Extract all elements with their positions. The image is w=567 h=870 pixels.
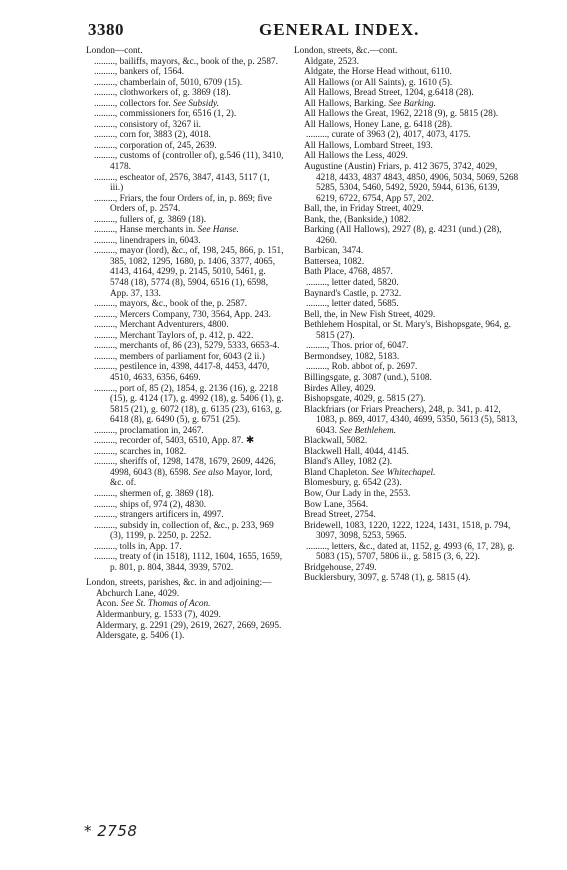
index-entry [294, 215, 520, 226]
index-entry [306, 341, 520, 352]
index-entry-text: ........., mayors, &c., book of the, p. 2587. [94, 299, 248, 310]
index-entry [86, 331, 284, 342]
index-entry [294, 436, 520, 447]
index-entry-text: Abchurch Lane, 4029. [96, 588, 180, 599]
index-entry [86, 57, 284, 68]
index-entry [86, 67, 284, 78]
index-entry-text: ........., tolls in, App. 17. [94, 541, 182, 552]
index-entry [306, 130, 520, 141]
index-entry-text: London—cont. [86, 46, 143, 56]
index-entry-text: ........., clothworkers of, g. 3869 (18). [94, 88, 231, 99]
index-entry [86, 246, 284, 299]
index-entry-text: ........., linendrapers in, 6043. [94, 235, 201, 246]
index-entry [86, 141, 284, 152]
index-entry-text: ........., pestilence in, 4398, 4417-8, 4453, 4470, 4510, 4633, 6356, 6469. [94, 362, 270, 383]
index-entry [294, 457, 520, 468]
index-entry-text: Blackfriars (or Friars Preachers), 248, p. 341, p. 412, 1083, p. 869, 4017, 4340, 4699, 5350, 5613 (5), 5813, 6043. [304, 404, 518, 436]
index-entry-text: Battersea, 1082. [304, 256, 365, 267]
index-entry-text: ........., bankers of, 1564. [94, 67, 185, 78]
index-entry [294, 246, 520, 257]
index-entry [294, 225, 520, 246]
index-entry [294, 57, 520, 68]
index-entry [294, 78, 520, 89]
index-entry-text: ........., merchants of, 86 (23), 5279, 5333, 6653-4. [94, 341, 280, 352]
index-entry-text: ........., letters, &c., dated at, 1152, g. 4993 (6, 17, 28), g. 5083 (15), 5707, 5806 ii., g. 5815 (3, 6, 22). [306, 541, 515, 563]
index-entry [86, 99, 284, 110]
page-header [88, 20, 527, 42]
cross-reference: See Hanse. [197, 225, 239, 236]
index-entry [294, 320, 520, 341]
index-entry-text: Bland's Alley, 1082 (2). [304, 457, 393, 468]
index-entry-text: Bread Street, 2754. [304, 510, 376, 521]
index-entry-text: Baynard's Castle, p. 2732. [304, 288, 402, 299]
index-entry-text: ........., corn for, 3883 (2), 4018. [94, 130, 211, 141]
index-entry-text: ........., commissioners for, 6516 (1, 2). [94, 109, 237, 120]
index-entry-text: Augustine (Austin) Friars, p. 412 3675, 3742, 4029, 4218, 4433, 4837 4843, 4850, 4906, 5034, 5069, 5268 5285, 5304, 5460, 5492, 5920, 5944, 6136, 6139, 6219, 6722, 6754, App 57, 202. [304, 162, 519, 204]
index-entry-text: ........., members of parliament for, 6043 (2 ii.) [94, 351, 265, 362]
index-entry-text: ........., curate of 3963 (2), 4017, 4073, 4175. [306, 130, 471, 141]
index-entry [86, 310, 284, 321]
index-entry-text: ........., letter dated, 5820. [306, 278, 399, 289]
index-entry [294, 521, 520, 542]
index-entry [294, 204, 520, 215]
index-entry-text: ........., mayor (lord), &c., of, 198, 245, 866, p. 151, 385, 1082, 1295, 1680, p. 1406, 3377, 4065, 4143, 4164, 4299, p. 2145, 5010, 5461, g. 5748 (18), 5774 (8), 5904, 6516 (1), 6598, App. 37, 133. [94, 246, 284, 299]
index-entry-text: ........., bailiffs, mayors, &c., book of the, p. 2587. [94, 56, 278, 67]
index-entry-text: ........., strangers artificers in, 4997. [94, 510, 224, 521]
cross-reference-target: Mayor, lord, &c. of. [110, 467, 273, 489]
index-entry-text: Bridgehouse, 2749. [304, 562, 377, 573]
index-entry [86, 426, 284, 437]
index-entry-text: Bow Lane, 3564. [304, 499, 369, 510]
index-entry [294, 394, 520, 405]
index-entry [294, 489, 520, 500]
page-title: GENERAL INDEX. [259, 20, 420, 39]
index-entry [294, 405, 520, 437]
index-entry [306, 278, 520, 289]
index-entry [294, 573, 520, 584]
index-entry-text: Bishopsgate, 4029, g. 5815 (27). [304, 394, 426, 405]
index-entry-text: ........., Merchant Adventurers, 4800. [94, 320, 229, 331]
index-entry [294, 67, 520, 78]
index-entry [86, 194, 284, 215]
index-entry [294, 500, 520, 511]
index-entry [86, 521, 284, 542]
index-entry [306, 299, 520, 310]
index-entry-text: Barbican, 3474. [304, 246, 364, 257]
index-entry [86, 46, 284, 57]
index-entry-text: Bow, Our Lady in the, 2553. [304, 488, 411, 499]
index-entry [294, 468, 520, 479]
index-entry [86, 457, 284, 489]
index-entry [306, 362, 520, 373]
index-entry [86, 384, 284, 426]
index-entry-text: Bath Place, 4768, 4857. [304, 267, 393, 278]
index-entry [294, 99, 520, 110]
index-entry [294, 109, 520, 120]
index-entry-text: All Hallows (or All Saints), g. 1610 (5). [304, 77, 453, 88]
index-entry [86, 341, 284, 352]
index-entry [86, 299, 284, 310]
index-entry-text: Blackwell Hall, 4044, 4145. [304, 446, 409, 457]
index-entry [86, 120, 284, 131]
index-entry-text: Aldersgate, g. 5406 (1). [96, 631, 185, 642]
index-entry [294, 46, 520, 57]
cross-reference: See St. Thomas of Acon. [120, 599, 211, 610]
index-entry [86, 130, 284, 141]
index-entry-text: All Hallows, Lombard Street, 193. [304, 140, 433, 151]
index-entry-text: ........., sheriffs of, 1298, 1478, 1679, 2609, 4426, 4998, 6043 (8), 6598. [94, 457, 276, 478]
index-entry-text: Blomesbury, g. 6542 (23). [304, 478, 402, 489]
index-entry-text: ........., chamberlain of, 5010, 6709 (15). [94, 77, 243, 88]
page-number: 3380 [88, 20, 124, 39]
index-entry [294, 151, 520, 162]
index-entry-text: All Hallows, Bread Street, 1204, g.6418 (28). [304, 88, 474, 99]
cross-reference: See Whitechapel. [371, 467, 436, 478]
index-entry [294, 289, 520, 300]
index-entry [86, 225, 284, 236]
index-entry [306, 542, 520, 563]
index-entry [294, 162, 520, 204]
index-entry-text: Barking (All Hallows), 2927 (8), g. 4231 (und.) (28), 4260. [304, 225, 502, 246]
index-entry-text: ........., consistory of, 3267 ii. [94, 119, 201, 130]
index-entry-text: ........., ships of, 974 (2), 4830. [94, 499, 207, 510]
index-entry-text: Ball, the, in Friday Street, 4029. [304, 204, 424, 215]
index-entry-text: ........., letter dated, 5685. [306, 299, 399, 310]
index-entry-text: ........., fullers of, g. 3869 (18). [94, 214, 207, 225]
index-entry-text: ........., escheator of, 2576, 3847, 4143, 5117 (1, iii.) [94, 172, 270, 194]
index-entry [86, 78, 284, 89]
index-entry-text: Aldermanbury, g. 1533 (7), 4029. [96, 609, 221, 620]
index-entry-text: Bland Chapleton. [304, 467, 370, 478]
index-entry [294, 88, 520, 99]
index-entry [294, 267, 520, 278]
index-entry-text: Bank, the, (Bankside,) 1082. [304, 214, 411, 225]
index-entry [86, 552, 284, 573]
index-entry-text: Bucklersbury, 3097, g. 5748 (1), g. 5815 (4). [304, 573, 471, 584]
index-entry-text: ........., Rob. abbot of, p. 2697. [306, 362, 418, 373]
index-entry-text: ........., Mercers Company, 730, 3564, App. 243. [94, 309, 271, 320]
index-entry-text: ........., customs of (controller of), g.546 (11), 3410, 4178. [94, 151, 284, 173]
right-index-column [294, 46, 520, 584]
index-entry [294, 384, 520, 395]
index-entry [294, 352, 520, 363]
margin-mark: ✱ [245, 435, 255, 447]
index-entry-text: ........., collectors for. [94, 98, 171, 109]
index-entry-text: ........., subsidy in, collection of, &c., p. 233, 969 (3), 1199, p. 2250, p. 2252. [94, 520, 274, 542]
index-entry [86, 542, 284, 553]
index-entry-text: ........., corporation of, 245, 2639. [94, 140, 217, 151]
index-entry-text: All Hallows, Barking. [304, 98, 387, 109]
handwritten-note: * 2758 [84, 822, 138, 840]
index-entry [294, 120, 520, 131]
index-entry [86, 436, 284, 447]
index-entry-text: ........., recorder of, 5403, 6510, App. 87. [94, 436, 244, 447]
index-entry-text: ........., Merchant Taylors of, p. 412, p. 422. [94, 330, 254, 341]
index-entry-text: Acon. [96, 599, 119, 610]
cross-reference: See Barking. [388, 98, 436, 109]
index-entry [294, 510, 520, 521]
left-index-column [86, 46, 284, 642]
index-entry [86, 489, 284, 500]
index-entry [86, 578, 284, 589]
cross-reference: See Subsidy. [173, 98, 219, 109]
index-entry [86, 599, 284, 610]
index-entry [86, 610, 284, 621]
index-entry-text: ........., port of, 85 (2), 1854, g. 2136 (16), g. 2218 (15), g. 4124 (17), g. 4992 (18), g. 5406 (1), g. 5815 (21), g. 6072 (18), g. 6135 (23), 6163, g. 6418 (8), g. 6490 (5), g. 6751 (25). [94, 383, 284, 426]
index-entry-text: Blackwall, 5082. [304, 436, 368, 447]
index-entry-text: Bell, the, in New Fish Street, 4029. [304, 309, 436, 320]
index-entry-text: London, streets, parishes, &c. in and adjoining:— [86, 578, 272, 589]
index-entry [294, 373, 520, 384]
index-entry-text: Billingsgate, g. 3087 (und.), 5108. [304, 372, 432, 383]
index-entry [86, 447, 284, 458]
index-entry [86, 215, 284, 226]
index-entry [86, 362, 284, 383]
index-entry-text: Aldermary, g. 2291 (29), 2619, 2627, 2669, 2695. [96, 620, 282, 631]
index-entry-text: Birdes Alley, 4029. [304, 383, 376, 394]
index-entry-text: Bridewell, 1083, 1220, 1222, 1224, 1431, 1518, p. 794, 3097, 3098, 5253, 5965. [304, 520, 511, 542]
index-entry-text: ........., Thos. prior of, 6047. [306, 341, 409, 352]
index-entry [86, 500, 284, 511]
index-entry-text: All Hallows the Less, 4029. [304, 151, 408, 162]
index-entry [86, 631, 284, 642]
index-entry-text: ........., Hanse merchants in. [94, 225, 196, 236]
index-entry [86, 109, 284, 120]
index-entry-text: Aldgate, 2523. [304, 56, 359, 67]
index-entry-text: ........., treaty of (in 1518), 1112, 1604, 1655, 1659, p. 801, p. 804, 3844, 3939, 5702. [94, 552, 283, 573]
index-entry-text: Bermondsey, 1082, 5183. [304, 351, 400, 362]
index-entry [294, 563, 520, 574]
index-entry [86, 589, 284, 600]
index-entry-text: Aldgate, the Horse Head without, 6110. [304, 67, 452, 78]
index-entry-text: ........., Friars, the four Orders of, in, p. 869; five Orders of, p. 2574. [94, 193, 272, 215]
index-entry [86, 88, 284, 99]
cross-reference: See also [192, 467, 224, 478]
index-entry-text: London, streets, &c.—cont. [294, 46, 398, 56]
index-entry [294, 310, 520, 321]
index-entry [294, 447, 520, 458]
index-entry-text: All Hallows, Honey Lane, g. 6418 (28). [304, 119, 453, 130]
index-entry-text: All Hallows the Great, 1962, 2218 (9), g. 5815 (28). [304, 109, 499, 120]
index-entry-text: Bethlehem Hospital, or St. Mary's, Bishopsgate, 964, g. 5815 (27). [304, 320, 511, 341]
index-entry [86, 151, 284, 172]
index-entry-text: ........., scarches in, 1082. [94, 446, 187, 457]
index-entry [86, 173, 284, 194]
index-entry [294, 478, 520, 489]
index-entry [294, 257, 520, 268]
index-entry-text: ........., proclamation in, 2467. [94, 425, 204, 436]
index-entry [86, 320, 284, 331]
index-entry-text: ........., shermen of, g. 3869 (18). [94, 488, 214, 499]
cross-reference: See Bethlehem. [339, 425, 397, 436]
index-entry [86, 236, 284, 247]
index-entry [86, 352, 284, 363]
index-entry [86, 621, 284, 632]
index-entry [86, 510, 284, 521]
index-entry [294, 141, 520, 152]
